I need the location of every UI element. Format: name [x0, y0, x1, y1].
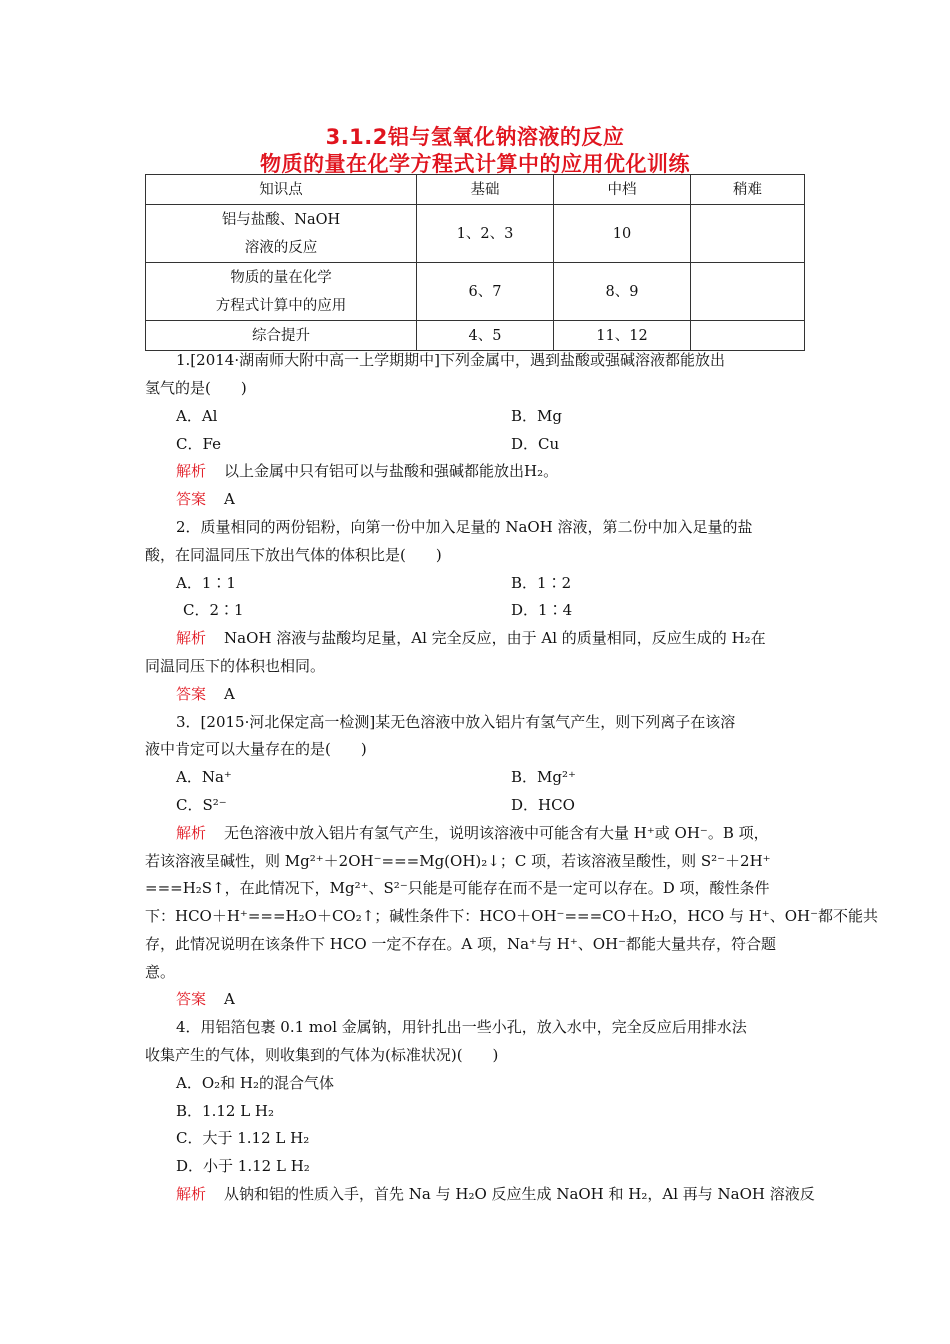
q4-option-c: C．大于 1.12 L H₂ [176, 1129, 310, 1147]
q1-option-c: C．Fe [176, 435, 221, 453]
hard-cell [691, 205, 805, 263]
table-row [146, 263, 805, 321]
q1-option-a: A．Al [176, 407, 218, 425]
header-cell: 基础 [417, 175, 554, 205]
q4-analysis: 解析 从钠和铝的性质入手，首先 Na 与 H₂O 反应生成 NaOH 和 H₂，Al 再与 NaOH 溶液反 [176, 1185, 815, 1203]
answer-label: 答案 [176, 990, 207, 1008]
q2-option-a: A．1∶1 [176, 574, 236, 592]
table-row [146, 205, 805, 263]
header-cell: 稍难 [691, 175, 805, 205]
q2-stem-line: 2．质量相同的两份铝粉，向第一份中加入足量的 NaOH 溶液，第二份中加入足量的盐 [176, 518, 753, 536]
q3-analysis: 解析 无色溶液中放入铝片有氢气产生，说明该溶液中可能含有大量 H⁺或 OH⁻。B 项， [176, 824, 769, 842]
analysis-label: 解析 [176, 1185, 207, 1203]
q3-option-a: A．Na⁺ [176, 768, 232, 786]
q2-answer: 答案 A [176, 685, 235, 703]
q4-option-a: A．O₂和 H₂的混合气体 [176, 1074, 335, 1092]
q1-option-b: B．Mg [511, 407, 562, 425]
basic-cell: 6、7 [417, 263, 554, 321]
title-line-1: 3.1.2铝与氢氧化钠溶液的反应 [325, 125, 625, 149]
q3-analysis-cont: 下：HCO＋H⁺===H₂O＋CO₂↑；碱性条件下：HCO＋OH⁻===CO＋H₂O，HCO 与 H⁺、OH⁻都不能共 [145, 907, 879, 925]
q3-analysis-cont: ===H₂S↑，在此情况下，Mg²⁺、S²⁻只能是可能存在而不是一定可以存在。D 项，酸性条件 [145, 879, 770, 897]
analysis-label: 解析 [176, 629, 207, 647]
q3-option-c: C．S²⁻ [176, 796, 227, 814]
q2-stem-line: 酸，在同温同压下放出气体的体积比是( ) [145, 546, 442, 564]
mid-cell: 11、12 [554, 321, 691, 351]
q1-stem-line: 氢气的是( ) [145, 379, 247, 397]
q2-analysis-cont: 同温同压下的体积也相同。 [145, 657, 326, 675]
q2-option-c: C．2∶1 [183, 601, 244, 619]
basic-cell: 1、2、3 [417, 205, 554, 263]
title-line-2: 物质的量在化学方程式计算中的应用优化训练 [260, 152, 690, 176]
q3-option-b: B．Mg²⁺ [511, 768, 576, 786]
q4-stem-line: 4．用铝箔包裹 0.1 mol 金属钠，用针扎出一些小孔，放入水中，完全反应后用排水法 [176, 1018, 747, 1036]
q2-option-b: B．1∶2 [511, 574, 572, 592]
q3-analysis-cont: 意。 [145, 963, 176, 981]
knowledge-point-table [145, 174, 805, 351]
q3-analysis-cont: 若该溶液呈碱性，则 Mg²⁺＋2OH⁻===Mg(OH)₂↓；C 项，若该溶液呈酸性，则 S²⁻＋2H⁺ [145, 852, 771, 870]
q1-stem-line: 1.[2014·湖南师大附中高一上学期期中]下列金属中，遇到盐酸或强碱溶液都能放出 [176, 351, 725, 369]
q3-analysis-cont: 存，此情况说明在该条件下 HCO 一定不存在。A 项，Na⁺与 H⁺、OH⁻都能大量共存，符合题 [145, 935, 777, 953]
hard-cell [691, 321, 805, 351]
hard-cell [691, 263, 805, 321]
answer-label: 答案 [176, 490, 207, 508]
q2-analysis: 解析 NaOH 溶液与盐酸均足量，Al 完全反应，由于 Al 的质量相同，反应生成的 H₂在 [176, 629, 766, 647]
q3-stem-line: 液中肯定可以大量存在的是( ) [145, 740, 367, 758]
q1-analysis: 解析 以上金属中只有铝可以与盐酸和强碱都能放出H₂。 [176, 462, 559, 480]
basic-cell: 4、5 [417, 321, 554, 351]
mid-cell: 8、9 [554, 263, 691, 321]
header-cell: 知识点 [146, 175, 417, 205]
q4-option-b: B．1.12 L H₂ [176, 1102, 275, 1120]
q3-answer: 答案 A [176, 990, 235, 1008]
q1-option-d: D．Cu [511, 435, 560, 453]
table-header-row [146, 175, 805, 205]
q2-option-d: D．1∶4 [511, 601, 573, 619]
topic-cell: 铝与盐酸、NaOH 溶液的反应 [146, 205, 417, 263]
q4-option-d: D．小于 1.12 L H₂ [176, 1157, 310, 1175]
table-row [146, 321, 805, 351]
q3-option-d: D．HCO [511, 796, 575, 814]
answer-label: 答案 [176, 685, 207, 703]
analysis-label: 解析 [176, 462, 207, 480]
topic-cell: 综合提升 [146, 321, 417, 351]
q3-stem-line: 3．[2015·河北保定高一检测]某无色溶液中放入铝片有氢气产生，则下列离子在该溶 [176, 713, 736, 731]
analysis-label: 解析 [176, 824, 207, 842]
q4-stem-line: 收集产生的气体，则收集到的气体为(标准状况)( ) [145, 1046, 499, 1064]
header-cell: 中档 [554, 175, 691, 205]
topic-cell: 物质的量在化学 方程式计算中的应用 [146, 263, 417, 321]
q1-answer: 答案 A [176, 490, 235, 508]
mid-cell: 10 [554, 205, 691, 263]
